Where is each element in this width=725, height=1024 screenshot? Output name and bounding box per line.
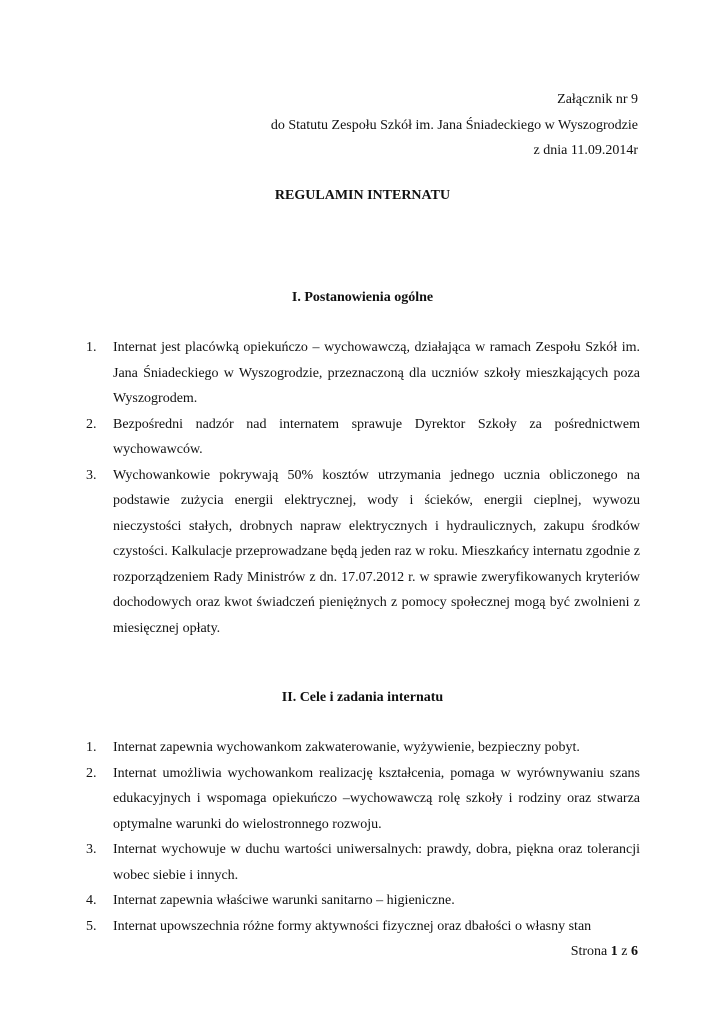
page-word: Strona — [570, 944, 608, 959]
current-page-number: 1 — [610, 944, 618, 959]
list-item-number: 4. — [86, 893, 97, 908]
list-item-text: Internat upowszechnia różne formy aktywności fizycznej oraz dbałości o własny stan — [113, 918, 592, 934]
list-item-text: Wychowankowie pokrywają 50% kosztów utrzymania jednego ucznia obliczonego na podstawie zużycia energii elektrycznej, wody i ścieków, energii cieplnej, wywozu nieczystości stałych, drobnych napraw elektrycznych i hydraulicznych, zakupu środków czystości. Kalkulacje przeprowadzane będą jeden raz w roku. Mieszkańcy internatu zgodnie z rozporządzeniem Rady Ministrów z dn. 17.07.2012 r. w sprawie zweryfikowanych kryteriów dochodowych oraz kwot świadczeń pieniężnych z pomocy społecznej mogą być zwolnieni z miesięcznej opłaty. — [113, 467, 640, 636]
list-item-number: 5. — [86, 918, 97, 934]
section-2-title: II. Cele i zadania internatu — [281, 690, 444, 705]
list-item-text: Internat jest placówką opiekuńczo – wychowawczą, działająca w ramach Zespołu Szkół im. Jana Śniadeckiego w Wyszogrodzie, przeznaczoną dla uczniów szkoły mieszkających poza Wyszogrodem. — [113, 340, 640, 406]
attachment-number: Załącznik nr 9 — [557, 92, 638, 107]
list-item-text: Internat wychowuje w duchu wartości uniwersalnych: prawdy, dobra, piękna oraz tolerancji wobec siebie i innych. — [113, 842, 640, 883]
document-title: REGULAMIN INTERNATU — [274, 188, 451, 203]
list-item-number: 2. — [86, 416, 97, 432]
list-item-text: Internat umożliwia wychowankom realizację kształcenia, pomaga w wyrównywaniu szans edukacyjnych i wspomaga opiekuńczo –wychowawczą rolę szkoły i rodziny oraz stwarza optymalne warunki do wielostronnego rozwoju. — [113, 765, 640, 832]
list-item-number: 1. — [86, 740, 97, 755]
list-item — [86, 888, 640, 914]
list-item — [86, 761, 640, 838]
list-item — [86, 335, 640, 412]
list-item-text: Internat zapewnia wychowankom zakwaterowanie, wyżywienie, bezpieczny pobyt. — [113, 740, 580, 755]
attachment-date: z dnia 11.09.2014r — [533, 143, 638, 158]
section-1-list — [86, 335, 640, 641]
attachment-header — [271, 87, 638, 164]
list-item-number: 1. — [86, 340, 97, 355]
list-item — [86, 914, 640, 940]
list-item-number: 2. — [86, 765, 97, 781]
page-footer — [571, 944, 638, 960]
list-item-number: 3. — [86, 467, 97, 483]
section-2-list — [86, 735, 640, 939]
section-1-title: I. Postanowienia ogólne — [291, 290, 434, 305]
list-item-number: 3. — [86, 842, 97, 857]
of-word: z — [621, 944, 628, 959]
total-pages-number: 6 — [631, 944, 638, 959]
list-item-text: Bezpośredni nadzór nad internatem sprawuje Dyrektor Szkoły za pośrednictwem wychowawców. — [113, 416, 640, 457]
list-item — [86, 463, 640, 642]
list-item — [86, 735, 640, 761]
statute-reference: do Statutu Zespołu Szkół im. Jana Śniadeckiego w Wyszogrodzie — [270, 117, 638, 133]
list-item — [86, 837, 640, 888]
list-item-text: Internat zapewnia właściwe warunki sanitarno – higieniczne. — [113, 893, 455, 908]
list-item — [86, 412, 640, 463]
